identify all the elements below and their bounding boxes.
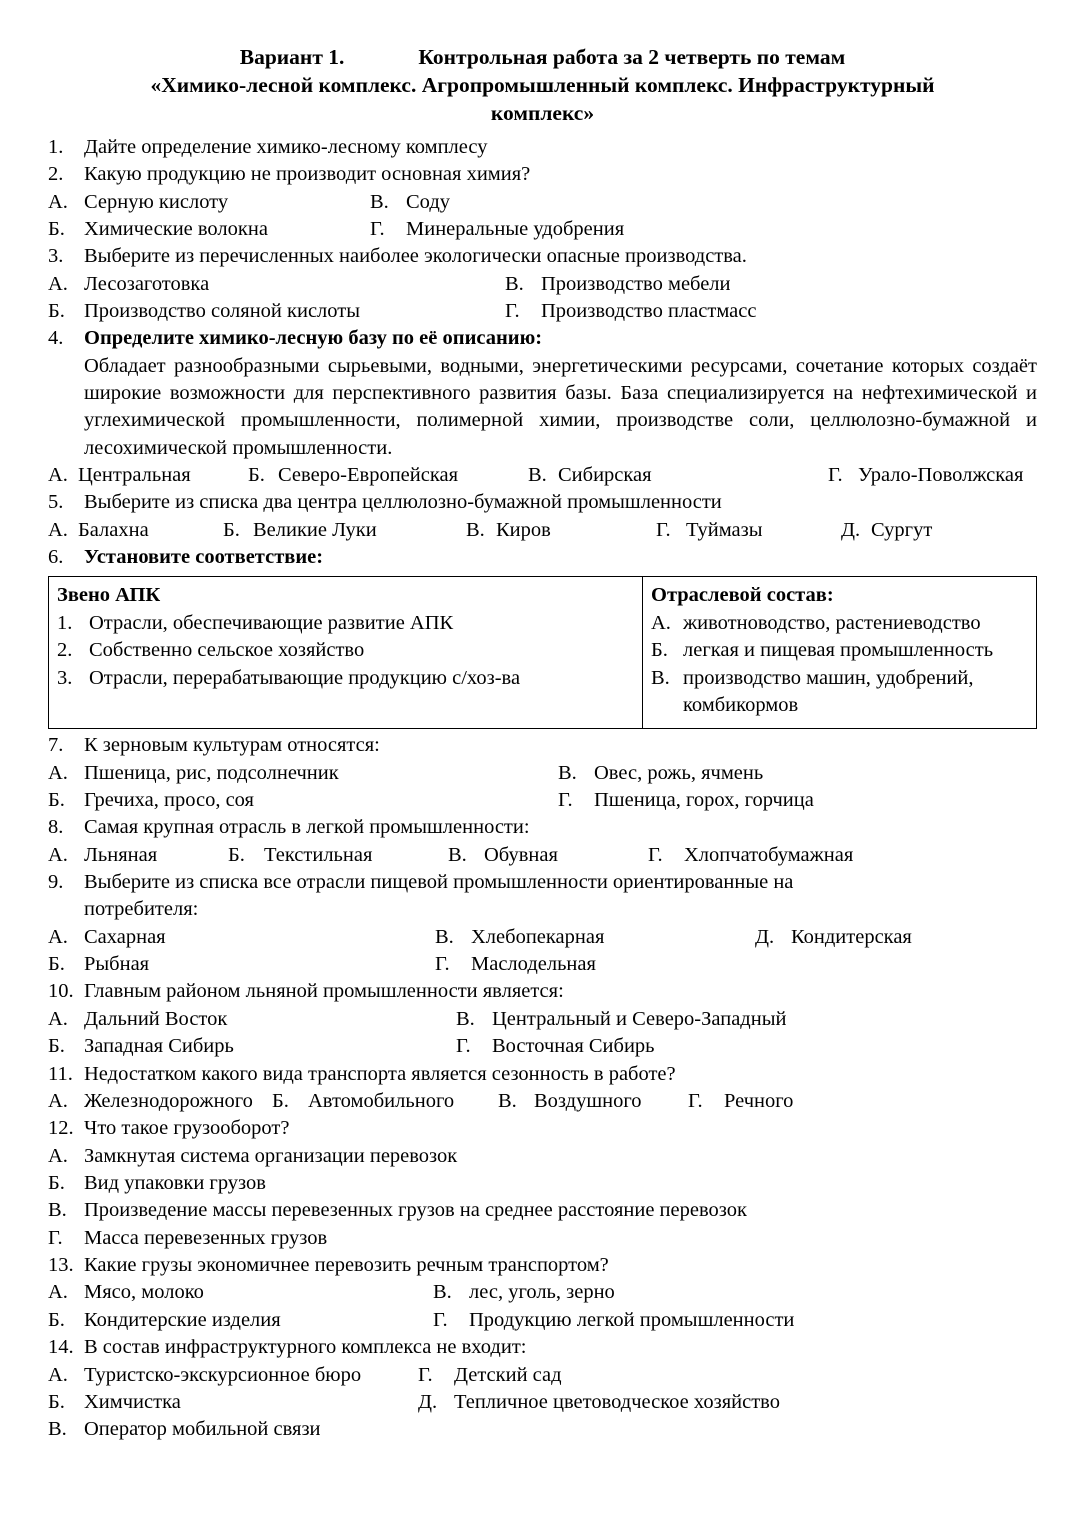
option-text: Сибирская xyxy=(558,464,652,487)
question-12-option-v[interactable] xyxy=(48,1197,1037,1224)
option-label: А. xyxy=(48,1281,68,1304)
matching-table xyxy=(48,576,1037,730)
item-label: А. xyxy=(651,611,671,634)
option-v[interactable] xyxy=(435,924,755,951)
question-3 xyxy=(48,243,1037,270)
question-number: 6. xyxy=(48,546,64,569)
option-label: А. xyxy=(48,761,68,784)
option-b[interactable] xyxy=(248,462,528,489)
option-v[interactable] xyxy=(466,517,656,544)
option-d[interactable] xyxy=(418,1389,780,1416)
option-v[interactable] xyxy=(456,1006,786,1033)
option-g[interactable] xyxy=(370,216,624,243)
table-item-1[interactable] xyxy=(57,610,634,637)
table-item-b[interactable] xyxy=(651,637,1028,664)
option-label: Г. xyxy=(418,1363,433,1386)
table-item-3[interactable] xyxy=(57,665,634,692)
option-text: Дальний Восток xyxy=(84,1007,228,1030)
option-b[interactable] xyxy=(223,517,466,544)
option-label: Г. xyxy=(433,1308,448,1331)
option-text: Кондитерская xyxy=(791,925,912,948)
question-4-description: Обладает разнообразными сырьевыми, водными, энергетическими ресурсами, сочетание которых создаёт широкие возможности для перспективного развития базы. База специализируется на нефтехимической и углехимической промышленности, полимерной химии, производстве соли, целлюлозно-бумажной и лесохимической промышленности. xyxy=(84,354,1037,459)
option-label: Г. xyxy=(505,299,520,322)
option-label: А. xyxy=(48,1007,68,1030)
question-12-option-b[interactable] xyxy=(48,1170,1037,1197)
option-text: Серную кислоту xyxy=(84,190,229,213)
option-v[interactable] xyxy=(505,271,731,298)
option-text: Хлопчатобумажная xyxy=(684,843,854,866)
option-text: Западная Сибирь xyxy=(84,1035,234,1058)
option-label: А. xyxy=(48,1089,68,1112)
question-10 xyxy=(48,978,1037,1005)
option-v[interactable] xyxy=(370,189,450,216)
question-text: Какие грузы экономичнее перевозить речным транспортом? xyxy=(84,1254,609,1277)
option-label: Г. xyxy=(656,518,671,541)
option-v[interactable] xyxy=(448,842,648,869)
question-4 xyxy=(48,325,1037,352)
question-number: 10. xyxy=(48,980,74,1003)
option-label: В. xyxy=(466,518,485,541)
option-label: Г. xyxy=(370,217,385,240)
item-text: Отрасли, перерабатывающие продукцию с/хоз-ва xyxy=(89,666,521,689)
question-7-options-row-1 xyxy=(48,760,1037,787)
option-g[interactable] xyxy=(433,1307,794,1334)
question-text: Самая крупная отрасль в легкой промышленности: xyxy=(84,816,530,839)
option-b[interactable] xyxy=(48,787,558,814)
option-label: Г. xyxy=(558,788,573,811)
option-text: Льняная xyxy=(84,843,158,866)
option-label: А. xyxy=(48,1144,68,1167)
table-cell-left xyxy=(49,576,643,729)
question-8-options-row xyxy=(48,842,1037,869)
option-label: Г. xyxy=(648,843,663,866)
question-14-options-row-1 xyxy=(48,1362,1037,1389)
option-a[interactable] xyxy=(48,517,223,544)
question-text: Недостатком какого вида транспорта является сезонность в работе? xyxy=(84,1062,676,1085)
option-text: Воздушного xyxy=(534,1089,642,1112)
question-9 xyxy=(48,869,1037,896)
question-1 xyxy=(48,134,1037,161)
table-item-v-continuation: комбикормов xyxy=(683,693,799,716)
option-label: Д. xyxy=(841,518,861,541)
option-text: Туймазы xyxy=(686,518,763,541)
question-number: 7. xyxy=(48,734,64,757)
option-text: Химические волокна xyxy=(84,217,268,240)
option-text: Производство соляной кислоты xyxy=(84,299,360,322)
question-12-option-a[interactable] xyxy=(48,1143,1037,1170)
option-label: А. xyxy=(48,1363,68,1386)
option-text: Гречиха, просо, соя xyxy=(84,788,254,811)
item-text: Отрасли, обеспечивающие развитие АПК xyxy=(89,611,454,634)
question-number: 11. xyxy=(48,1062,73,1085)
option-b[interactable] xyxy=(48,951,435,978)
option-text: Урало-Поволжская xyxy=(858,464,1024,487)
question-text: Выберите из списка все отрасли пищевой промышленности ориентированные на xyxy=(84,871,794,894)
question-2-options-row-2 xyxy=(48,216,1037,243)
option-text: Пшеница, рис, подсолнечник xyxy=(84,761,339,784)
option-text: Обувная xyxy=(484,843,558,866)
option-text: Железнодорожного xyxy=(84,1089,253,1112)
option-text: Балахна xyxy=(78,518,149,541)
question-12 xyxy=(48,1115,1037,1142)
column-header-left: Звено АПК xyxy=(57,583,161,606)
item-text: Собственно сельское хозяйство xyxy=(89,639,365,662)
question-number: 1. xyxy=(48,135,64,158)
option-label: Д. xyxy=(755,925,775,948)
option-label: Г. xyxy=(828,464,843,487)
question-12-option-g[interactable] xyxy=(48,1225,1037,1252)
option-label: В. xyxy=(558,761,577,784)
option-g[interactable] xyxy=(456,1033,655,1060)
option-label: А. xyxy=(48,925,68,948)
option-text: Лесозаготовка xyxy=(84,272,210,295)
question-number: 3. xyxy=(48,245,64,268)
option-b[interactable] xyxy=(272,1088,498,1115)
option-text: Оператор мобильной связи xyxy=(84,1418,321,1441)
question-text: Что такое грузооборот? xyxy=(84,1117,290,1140)
option-a[interactable] xyxy=(48,1362,418,1389)
question-text: Выберите из перечисленных наиболее экологически опасные производства. xyxy=(84,245,747,268)
option-a[interactable] xyxy=(48,189,370,216)
option-text: Продукцию легкой промышленности xyxy=(469,1308,795,1331)
question-text: Определите химико-лесную базу по её описанию: xyxy=(84,327,543,350)
item-label: Б. xyxy=(651,639,668,662)
option-text: Маслодельная xyxy=(471,953,596,976)
question-5-options-row xyxy=(48,517,1037,544)
question-number: 14. xyxy=(48,1336,74,1359)
option-g[interactable] xyxy=(656,517,841,544)
question-13-options-row-2 xyxy=(48,1307,1037,1334)
option-label: А. xyxy=(48,272,68,295)
table-cell-right xyxy=(643,576,1037,729)
option-label: В. xyxy=(370,190,389,213)
question-4-options-row xyxy=(48,462,1037,489)
option-b[interactable] xyxy=(48,216,370,243)
option-g[interactable] xyxy=(648,842,853,869)
option-label: А. xyxy=(48,464,68,487)
option-v[interactable] xyxy=(433,1279,615,1306)
question-9-options-row-1 xyxy=(48,924,1037,951)
option-label: В. xyxy=(448,843,467,866)
option-text: Текстильная xyxy=(264,843,373,866)
option-label: В. xyxy=(433,1281,452,1304)
option-d[interactable] xyxy=(841,517,932,544)
question-11-options-row xyxy=(48,1088,1037,1115)
option-label: В. xyxy=(498,1089,517,1112)
option-label: В. xyxy=(505,272,524,295)
option-v[interactable] xyxy=(498,1088,688,1115)
option-text: Речного xyxy=(724,1089,794,1112)
item-label: 1. xyxy=(57,611,73,634)
question-text: Выберите из списка два центра целлюлозно-бумажной промышленности xyxy=(84,491,722,514)
title-line-1-rest: Контрольная работа за 2 четверть по темам xyxy=(418,45,846,69)
option-label: Б. xyxy=(48,1390,65,1413)
table-item-2[interactable] xyxy=(57,637,634,664)
option-text: Овес, рожь, ячмень xyxy=(594,761,764,784)
option-label: В. xyxy=(435,925,454,948)
option-text: Производство мебели xyxy=(541,272,731,295)
option-text: Производство пластмасс xyxy=(541,299,757,322)
option-label: Г. xyxy=(688,1089,703,1112)
question-5 xyxy=(48,489,1037,516)
option-label: Б. xyxy=(223,518,240,541)
question-9-text-continued: потребителя: xyxy=(84,898,199,921)
option-label: Б. xyxy=(48,788,65,811)
option-v[interactable] xyxy=(528,462,828,489)
option-text: Восточная Сибирь xyxy=(492,1035,655,1058)
option-b[interactable] xyxy=(48,1033,456,1060)
option-text: Хлебопекарная xyxy=(471,925,605,948)
table-row xyxy=(49,576,1037,729)
question-number: 13. xyxy=(48,1254,74,1277)
question-text: Установите соответствие: xyxy=(84,546,324,569)
option-text: Северо-Европейская xyxy=(278,464,459,487)
option-a[interactable] xyxy=(48,1088,272,1115)
question-10-options-row-1 xyxy=(48,1006,1037,1033)
question-number: 8. xyxy=(48,816,64,839)
option-a[interactable] xyxy=(48,1279,433,1306)
option-label: Б. xyxy=(248,464,265,487)
option-label: А. xyxy=(48,190,68,213)
option-label: В. xyxy=(48,1199,67,1222)
page-title xyxy=(48,44,1037,128)
item-label: 2. xyxy=(57,639,73,662)
question-14 xyxy=(48,1334,1037,1361)
option-label: Б. xyxy=(48,1308,65,1331)
option-a[interactable] xyxy=(48,1143,457,1170)
option-v[interactable] xyxy=(48,1416,418,1443)
option-a[interactable] xyxy=(48,760,558,787)
option-text: Вид упаковки грузов xyxy=(84,1172,266,1194)
question-text: В состав инфраструктурного комплекса не входит: xyxy=(84,1336,527,1359)
option-g[interactable] xyxy=(435,951,755,978)
option-text: Туристско-экскурсионное бюро xyxy=(84,1363,362,1386)
option-label: Б. xyxy=(48,1172,65,1194)
option-label: Б. xyxy=(48,217,65,240)
item-text: легкая и пищевая промышленность xyxy=(683,639,994,662)
option-text: Масса перевезенных грузов xyxy=(84,1226,328,1249)
question-7 xyxy=(48,732,1037,759)
option-label: Г. xyxy=(48,1226,63,1249)
option-text: Тепличное цветоводческое хозяйство xyxy=(454,1390,780,1413)
question-text: Дайте определение химико-лесному комплесу xyxy=(84,135,488,158)
question-text: К зерновым культурам относятся: xyxy=(84,734,380,757)
option-a[interactable] xyxy=(48,271,505,298)
option-d[interactable] xyxy=(755,924,912,951)
option-g[interactable] xyxy=(418,1362,562,1389)
option-a[interactable] xyxy=(48,924,435,951)
item-label: 3. xyxy=(57,666,73,689)
option-v[interactable] xyxy=(558,760,763,787)
question-3-options-row-1 xyxy=(48,271,1037,298)
option-text: Детский сад xyxy=(454,1363,562,1386)
option-label: А. xyxy=(48,843,68,866)
table-item-a[interactable] xyxy=(651,610,1028,637)
question-14-options-row-2 xyxy=(48,1389,1037,1416)
option-label: В. xyxy=(456,1007,475,1030)
option-text: Химчистка xyxy=(84,1390,181,1413)
table-item-v[interactable] xyxy=(651,665,1028,692)
option-text: Минеральные удобрения xyxy=(406,217,625,240)
question-14-options-row-3 xyxy=(48,1416,1037,1443)
option-g[interactable] xyxy=(48,1225,327,1252)
option-g[interactable] xyxy=(688,1088,793,1115)
option-text: лес, уголь, зерно xyxy=(469,1281,615,1304)
question-11 xyxy=(48,1061,1037,1088)
question-10-options-row-2 xyxy=(48,1033,1037,1060)
option-a[interactable] xyxy=(48,842,228,869)
option-g[interactable] xyxy=(558,787,814,814)
option-text: Пшеница, горох, горчица xyxy=(594,788,814,811)
title-line-3: комплекс» xyxy=(490,100,595,125)
item-label: В. xyxy=(651,666,670,689)
option-label: Б. xyxy=(272,1089,289,1112)
option-text: Автомобильного xyxy=(308,1089,455,1112)
option-label: Г. xyxy=(456,1035,471,1058)
question-2 xyxy=(48,161,1037,188)
question-13-options-row-1 xyxy=(48,1279,1037,1306)
question-8 xyxy=(48,814,1037,841)
question-text: Какую продукцию не производит основная химия? xyxy=(84,163,531,186)
option-text: Центральная xyxy=(78,464,191,487)
question-2-options-row-1 xyxy=(48,189,1037,216)
option-label: Б. xyxy=(48,299,65,322)
option-text: Сахарная xyxy=(84,925,166,948)
option-label: А. xyxy=(48,518,68,541)
option-label: В. xyxy=(528,464,547,487)
option-g[interactable] xyxy=(505,298,756,325)
option-text: Произведение массы перевезенных грузов на среднее расстояние перевозок xyxy=(84,1199,747,1222)
question-number: 12. xyxy=(48,1117,74,1140)
option-label: Б. xyxy=(48,953,65,976)
option-b[interactable] xyxy=(48,298,505,325)
variant-label: Вариант 1. xyxy=(239,45,345,69)
question-13 xyxy=(48,1252,1037,1279)
option-label: В. xyxy=(48,1418,67,1441)
option-g[interactable] xyxy=(828,462,1023,489)
option-a[interactable] xyxy=(48,462,248,489)
option-label: Б. xyxy=(48,1035,65,1058)
option-text: Замкнутая система организации перевозок xyxy=(84,1144,458,1167)
option-v[interactable] xyxy=(48,1197,747,1224)
question-6 xyxy=(48,544,1037,571)
option-a[interactable] xyxy=(48,1006,456,1033)
column-header-right: Отраслевой состав: xyxy=(651,583,834,606)
option-text: Мясо, молоко xyxy=(84,1281,204,1304)
title-line-2: «Химико-лесной комплекс. Агропромышленный комплекс. Инфраструктурный xyxy=(150,72,935,97)
option-label: Г. xyxy=(435,953,450,976)
title-line-1 xyxy=(48,44,1037,72)
question-number: 9. xyxy=(48,871,64,894)
option-text: Сургут xyxy=(871,518,933,541)
question-3-options-row-2 xyxy=(48,298,1037,325)
item-text: производство машин, удобрений, xyxy=(683,666,974,689)
question-9-options-row-2 xyxy=(48,951,1037,978)
option-text: Рыбная xyxy=(84,953,150,976)
option-text: Центральный и Северо-Западный xyxy=(492,1007,787,1030)
question-7-options-row-2 xyxy=(48,787,1037,814)
option-label: Б. xyxy=(228,843,245,866)
option-b[interactable] xyxy=(48,1389,418,1416)
question-number: 5. xyxy=(48,491,64,514)
option-b[interactable] xyxy=(48,1170,266,1197)
option-text: Великие Луки xyxy=(253,518,377,541)
option-text: Соду xyxy=(406,190,451,213)
option-text: Киров xyxy=(496,518,551,541)
item-text: животноводство, растениеводство xyxy=(683,611,981,634)
option-label: Д. xyxy=(418,1390,438,1413)
question-text: Главным районом льняной промышленности является: xyxy=(84,980,564,1003)
option-text: Кондитерские изделия xyxy=(84,1308,281,1331)
question-number: 2. xyxy=(48,163,64,186)
question-number: 4. xyxy=(48,327,64,350)
option-b[interactable] xyxy=(228,842,448,869)
option-b[interactable] xyxy=(48,1307,433,1334)
